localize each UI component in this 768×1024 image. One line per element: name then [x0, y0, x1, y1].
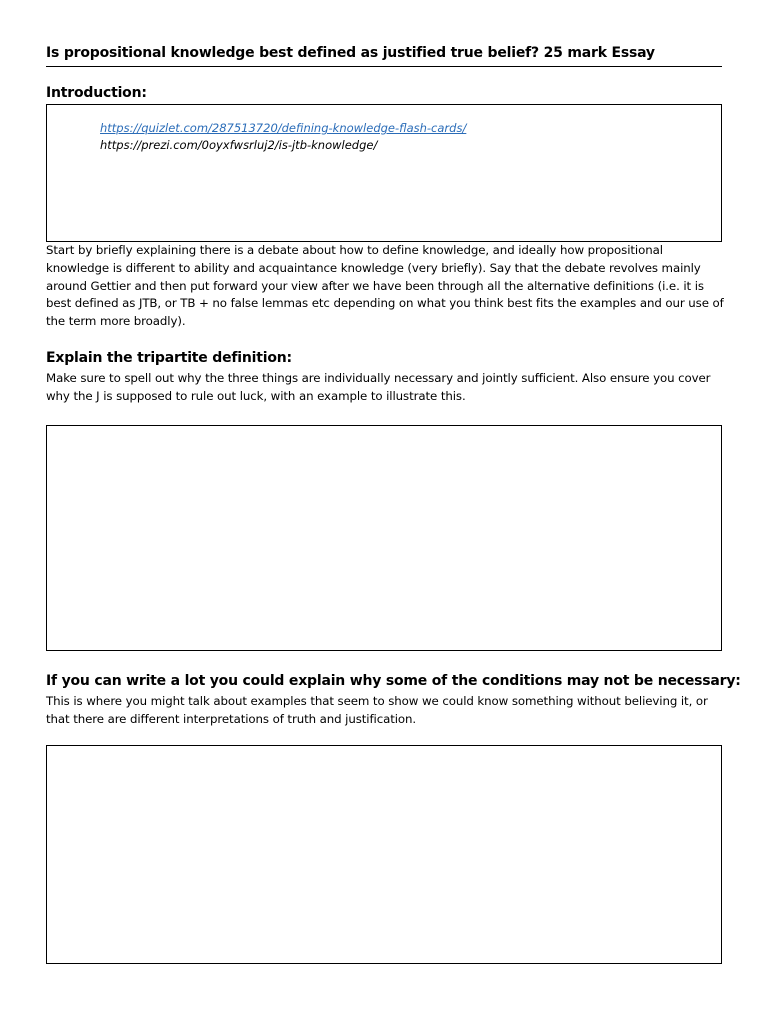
quizlet-link[interactable]: https://quizlet.com/287513720/defining-knowledge-flash-cards/	[100, 121, 467, 135]
resource-links	[100, 120, 466, 154]
title-underline	[46, 66, 722, 67]
introduction-instructions: Start by briefly explaining there is a debate about how to define knowledge, and ideally how propositional knowledge is different to ability and acquaintance knowledge (very briefly). Say that the debate revolves mainly around Gettier and then put forward your view after we have been through all the alternative definitions (i.e. it is best defined as JTB, or TB + no false lemmas etc depending on what you think best fits the examples and our use of the term more broadly).	[46, 243, 724, 329]
introduction-heading: Introduction:	[46, 85, 147, 101]
tripartite-answer-box[interactable]	[46, 425, 722, 651]
essay-title: Is propositional knowledge best defined as justified true belief? 25 mark Essay	[46, 45, 655, 61]
conditions-heading: If you can write a lot you could explain why some of the conditions may not be necessary:	[46, 673, 741, 689]
prezi-url: https://prezi.com/0oyxfwsrluj2/is-jtb-knowledge/	[100, 138, 378, 152]
tripartite-instructions: Make sure to spell out why the three things are individually necessary and jointly sufficient. Also ensure you cover why the J is supposed to rule out luck, with an example to illustrate this.	[46, 371, 711, 403]
conditions-answer-box[interactable]	[46, 745, 722, 964]
conditions-instructions: This is where you might talk about examples that seem to show we could know something without believing it, or that there are different interpretations of truth and justification.	[46, 694, 708, 726]
tripartite-heading: Explain the tripartite definition:	[46, 350, 292, 366]
